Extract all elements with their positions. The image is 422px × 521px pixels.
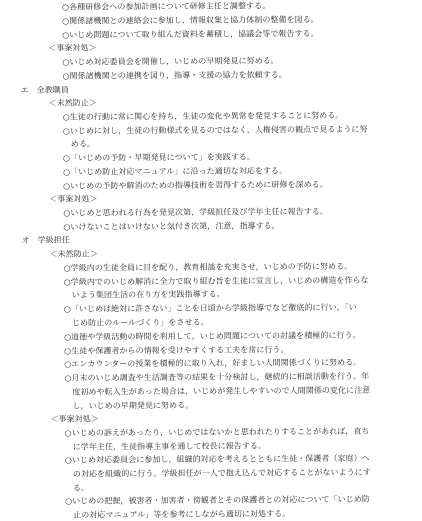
document-line: いよう集団生活の在り方を実践指導する。 [71, 289, 225, 300]
document-line: ○いけないことはいけないと気付き次第，注意，指導する。 [63, 221, 280, 232]
document-line: ○「いじめ防止対応マニュアル」に沿った適切な対応をする。 [63, 166, 288, 177]
document-line: ○関係諸機関との連絡会に参加し，情報収集と協力体制の整備を図る。 [62, 15, 319, 26]
document-line: ○生徒の行動に常に関心を持ち，生徒の変化や異常を発見することに努める。 [62, 110, 344, 122]
document-line: ○道徳や学級活動の時間を利用して，いじめ問題についての討議を積極的に行う。 [64, 330, 361, 342]
document-line: ○いじめの訴えがあったり，いじめではないかと思われたりすることがあれば，直ち [64, 426, 370, 438]
document-line: ○いじめと思われる行為を発見次第，学級担任及び学年主任に報告する。 [63, 207, 328, 218]
document-line: ○エンカウンターの授業を積極的に取り入れ，好ましい人間関係づくりに努める。 [64, 357, 362, 369]
document-line: の対応を組織的に行う。学級担任が一人で抱え込んで対応することがないようにす [72, 467, 371, 479]
document-line: オ 学級担任 [21, 235, 70, 245]
document-line: じめ防止のルールづくり」をさせる。 [71, 317, 209, 328]
document-line: 止の対応マニュアル」等を参考にしながら適切に対処する。 [73, 509, 291, 520]
document-line: 度初めや転入生があった場合は，いじめが発生しやすいので人間関係の変化に注意 [72, 385, 371, 397]
document-line: ○いじめ対応委員会を開催し，いじめの早期発見に努める。 [62, 56, 279, 67]
document-line: ○月末のいじめ調査や生活調査等の結果を十分検討し，継続的に相談活動を行う。年 [64, 371, 370, 383]
document-line: ○いじめの予防や解消のための指導技術を習得するために研修を深める。 [63, 180, 328, 191]
document-line: ○「いじめの予防・早期発見について」を実践する。 [62, 152, 256, 163]
document-line: ○いじめ問題について取り組んだ資料を蓄積し，協議会等で報告する。 [62, 29, 319, 40]
document-line: ＜事案対処＞ [50, 414, 99, 424]
document-line: し，いじめの早期発見に努める。 [72, 400, 194, 411]
document-line: ＜事案対処＞ [49, 194, 98, 204]
document-line: ＜事案対処＞ [48, 43, 97, 53]
document-line: ○いじめに対し，生徒の行動様式を見るのではなく，人権侵害の観点で見るように努 [62, 124, 368, 136]
document-line: ○いじめの把握，被害者・加害者・傍観者とその保護者との対応について「いじめ防 [65, 494, 370, 506]
document-line: める。 [70, 139, 96, 149]
document-line: ○生徒や保護者からの情報を受けやすくする工夫を常に行う。 [64, 345, 289, 356]
document-line: ○各種研修会への参加計画について研修主任と調整する。 [62, 1, 271, 12]
document-line: る。 [72, 483, 90, 493]
document-line: ○いじめ対応委員会に参加し，組織的対応を考えるとともに生徒・保護者（家庭）へ [64, 453, 370, 465]
document-line: ＜未然防止＞ [49, 249, 98, 259]
document-line: ○「いじめは絶対に許さない」ことを日頃から学級指導でなど徹底的に行い，「い [63, 302, 357, 314]
document-line: ○学級内の生徒全員に目を配り，教育相談を充実させ，いじめの予防に努める。 [63, 261, 353, 273]
document-line: ○関係諸機関との連携を図り，指導・支援の協力を依頼する。 [62, 70, 287, 81]
document-line: エ 全教職員 [20, 85, 69, 95]
document-line: ＜未然防止＞ [48, 98, 97, 108]
document-line: ○学級内でのいじめ解消に全力で取り組む旨を生徒に宣言し，いじめの構造を作らな [63, 275, 369, 287]
document-line: に学年主任，生徒指導主事を通して校長に報告する。 [72, 441, 266, 452]
